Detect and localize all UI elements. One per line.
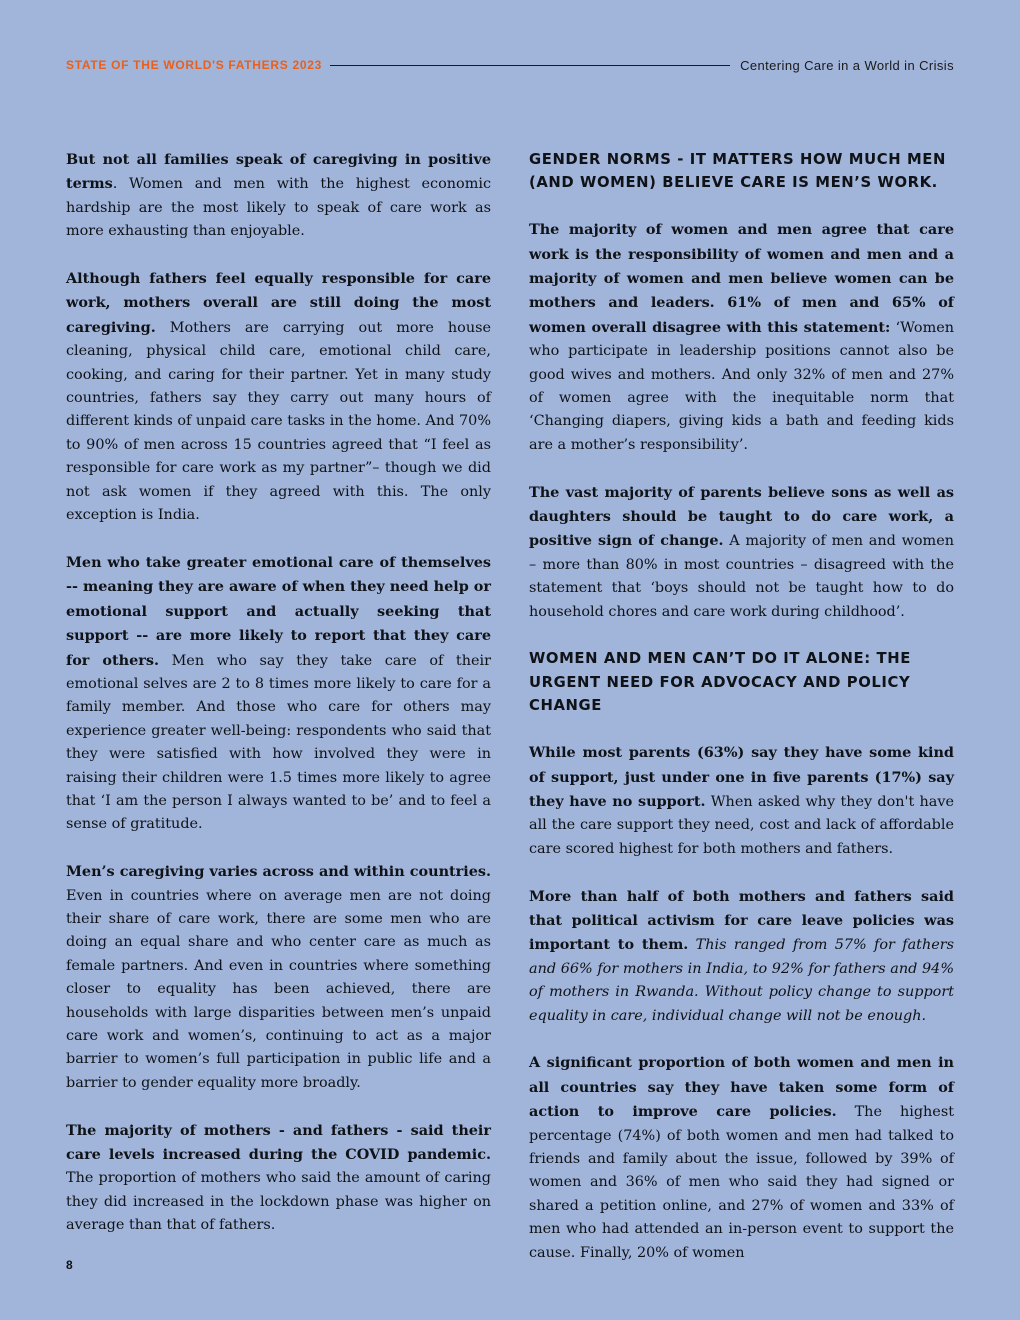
paragraph (66, 860, 491, 1095)
paragraph-lead: Although fathers feel equally responsible for care work, mothers overall are still doing the most caregiving. (66, 270, 491, 336)
paragraph-lead: The vast majority of parents believe sons as well as daughters should be taught to do care work, a positive sign of change. (529, 483, 954, 550)
paragraph-lead: Men who take greater emotional care of themselves -- meaning they are aware of when they need help or emotional support and actually seeking that support -- are more likely to report that they care for others. (66, 553, 491, 669)
paragraph-lead: But not all families speak of caregiving in positive terms (66, 151, 491, 193)
report-title: STATE OF THE WORLD'S FATHERS 2023 (66, 58, 322, 72)
paragraph-italic: This ranged from 57% for fathers and 66% for mothers in India, to 92% for fathers and 94% of mothers in Rwanda. Without policy change to support equality in care, individual change will not be enough. (529, 937, 954, 1024)
paragraph-body: The proportion of mothers who said the amount of caring they did increased in the lockdown phase was higher on average than that of fathers. (66, 1170, 491, 1234)
paragraph (66, 267, 491, 527)
paragraph-body: Mothers are carrying out more house cleaning, physical child care, emotional child care, cooking, and caring for their partner. Yet in many study countries, fathers say they carry out many hours of different kinds of unpaid care tasks in the home. And 70% to 90% of men across 15 countries agreed that “I feel as responsible for care work as my partner”– though we did not ask women if they agreed with this. The only exception is India. (66, 319, 491, 524)
page-header (66, 56, 954, 74)
paragraph (529, 741, 954, 861)
paragraph-body: . Women and men with the highest economic hardship are the most likely to speak of care work as more exhausting than enjoyable. (66, 176, 491, 240)
paragraph-lead: A significant proportion of both women and men in all countries say they have taken some form of action to improve care policies. (529, 1054, 954, 1121)
paragraph-body: Even in countries where on average men are not doing their share of care work, there are some men who are doing an equal share and who center care as much as female partners. And even in countries where something closer to equality has been achieved, there are households with large disparities between men’s unpaid care work and women’s, continuing to act as a major barrier to women’s full participation in public life and a barrier to gender equality more broadly. (66, 887, 491, 1091)
paragraph-body: The highest percentage (74%) of both women and men had talked to friends and family about the issue, followed by 39% of women and 36% of men who said they had signed or shared a petition online, and 27% of women and 33% of men who had attended an in-person event to support the cause. Finally, 20% of women (529, 1104, 954, 1261)
right-column (529, 148, 954, 1288)
paragraph (529, 885, 954, 1028)
paragraph-lead: The majority of mothers - and fathers - said their care levels increased during the COVID pandemic. (66, 1121, 491, 1163)
paragraph (529, 1051, 954, 1265)
paragraph-lead: The majority of women and men agree that care work is the responsibility of women and men and a majority of women and men believe women can be mothers and leaders. 61% of men and 65% of women overall disagree with this statement: (529, 221, 954, 336)
paragraph-body: When asked why they don't have all the care support they need, cost and lack of affordable care scored highest for both mothers and fathers. (529, 793, 954, 857)
paragraph (529, 481, 954, 624)
paragraph-body: A majority of men and women – more than 80% in most countries – disagreed with the statement that ‘boys should not be taught how to do household chores and care work during childhood’. (529, 533, 954, 620)
paragraph (66, 148, 491, 244)
paragraph-lead: Men’s caregiving varies across and within countries. (66, 863, 491, 881)
section-heading: GENDER NORMS - IT MATTERS HOW MUCH MEN (AND WOMEN) BELIEVE CARE IS MEN’S WORK. (529, 151, 946, 192)
left-column (66, 148, 491, 1261)
paragraph-body: ‘Women who participate in leadership positions cannot also be good wives and mothers. And only 32% of men and 27% of women agree with the inequitable norm that ‘Changing diapers, giving kids a bath and feeding kids are a mother’s responsibility’. (529, 319, 954, 453)
paragraph (66, 551, 491, 837)
paragraph-body: Men who say they take care of their emotional selves are 2 to 8 times more likely to care for a family member. And those who care for others may experience greater well-being: respondents who said that they were satisfied with how involved they were in raising their children were 1.5 times more likely to agree that ‘I am the person I always wanted to be’ and to feel a sense of gratitude. (66, 652, 491, 833)
page-number: 8 (66, 1258, 73, 1272)
paragraph (529, 218, 954, 457)
paragraph-lead: While most parents (63%) say they have some kind of support, just under one in five parents (17%) say they have no support. (529, 744, 954, 810)
header-rule (330, 65, 730, 66)
section-heading: WOMEN AND MEN CAN’T DO IT ALONE: THE URGENT NEED FOR ADVOCACY AND POLICY CHANGE (529, 650, 911, 715)
paragraph (66, 1119, 491, 1238)
report-subtitle: Centering Care in a World in Crisis (740, 57, 954, 73)
paragraph-lead: More than half of both mothers and fathers said that political activism for care leave policies was important to them. (529, 887, 954, 954)
